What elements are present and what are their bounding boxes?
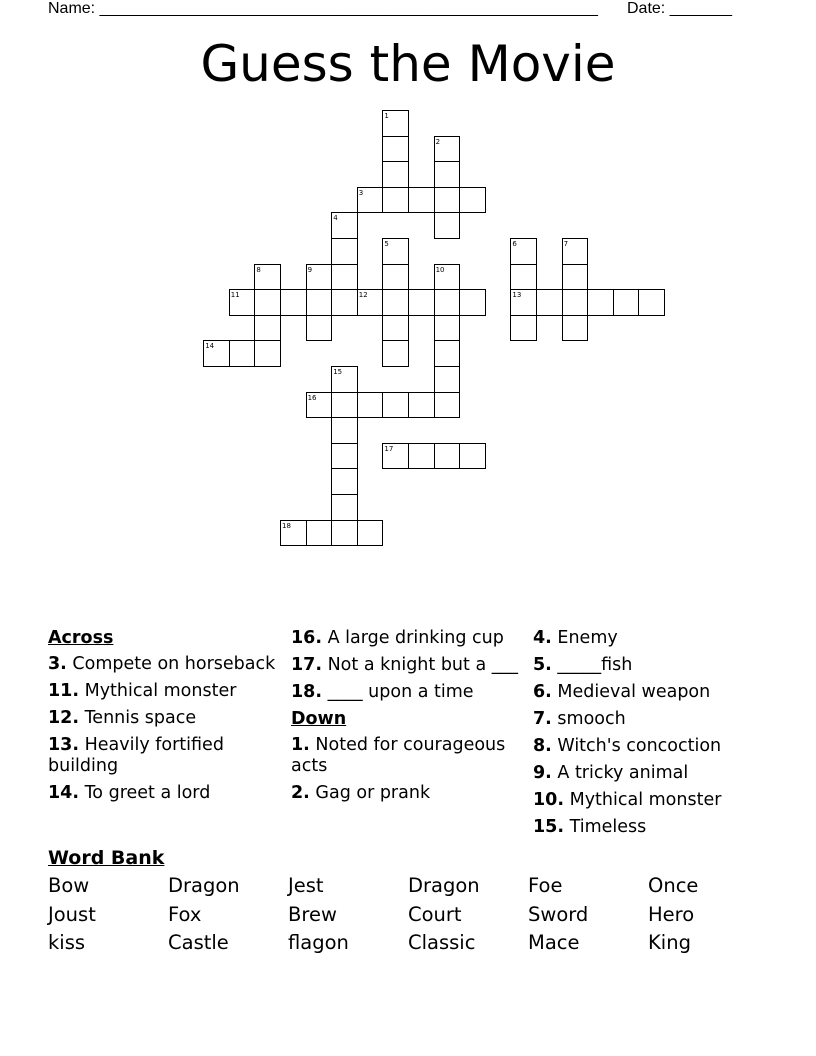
crossword-cell[interactable] bbox=[254, 315, 281, 342]
crossword-cell[interactable] bbox=[331, 366, 358, 393]
crossword-cell[interactable] bbox=[562, 315, 589, 342]
crossword-cell[interactable] bbox=[382, 136, 409, 163]
word-bank-item: Jest bbox=[288, 874, 324, 897]
crossword-cell[interactable] bbox=[331, 289, 358, 316]
crossword-cell[interactable] bbox=[331, 417, 358, 444]
crossword-cell[interactable] bbox=[331, 212, 358, 239]
crossword-cell[interactable] bbox=[306, 392, 333, 419]
clue-down-2: 2. Gag or prank bbox=[291, 783, 431, 803]
crossword-cell[interactable] bbox=[331, 520, 358, 547]
word-bank-item: kiss bbox=[48, 931, 86, 954]
crossword-cell[interactable] bbox=[331, 494, 358, 521]
cell-number: 2 bbox=[435, 137, 441, 146]
word-bank-item: Foe bbox=[528, 874, 563, 897]
clue-down-15: 15. Timeless bbox=[533, 817, 647, 837]
clue-down-7: 7. smooch bbox=[533, 709, 626, 729]
cell-number: 11 bbox=[230, 291, 240, 300]
word-bank-item: Mace bbox=[528, 931, 580, 954]
across-heading: Across bbox=[48, 628, 114, 648]
clue-across-17: 17. Not a knight but a ___ bbox=[291, 655, 518, 675]
crossword-cell[interactable] bbox=[357, 289, 384, 316]
crossword-cell[interactable] bbox=[459, 289, 486, 316]
crossword-cell[interactable] bbox=[203, 340, 230, 367]
cell-number: 15 bbox=[333, 368, 343, 376]
crossword-cell[interactable] bbox=[382, 315, 409, 342]
crossword-cell[interactable] bbox=[382, 264, 409, 291]
word-bank-item: Court bbox=[408, 902, 462, 926]
crossword-cell[interactable] bbox=[229, 340, 256, 367]
crossword-cell[interactable] bbox=[562, 289, 589, 316]
name-field[interactable]: Name: ________________________________________________________ bbox=[48, 0, 598, 17]
cell-number: 14 bbox=[205, 342, 215, 351]
crossword-cell[interactable] bbox=[434, 289, 461, 316]
crossword-cell[interactable] bbox=[408, 289, 435, 316]
clue-down-10: 10. Mythical monster bbox=[533, 790, 722, 810]
word-bank-item: Dragon bbox=[168, 874, 240, 897]
crossword-cell[interactable] bbox=[434, 443, 461, 470]
clue-down-5: 5. _____fish bbox=[533, 655, 633, 675]
crossword-cell[interactable] bbox=[382, 161, 409, 188]
clues-column-3 bbox=[533, 628, 773, 844]
crossword-cell[interactable] bbox=[562, 264, 589, 291]
clue-across-16: 16. A large drinking cup bbox=[291, 628, 504, 648]
crossword-cell[interactable] bbox=[408, 187, 435, 214]
clue-down-9: 9. A tricky animal bbox=[533, 763, 689, 783]
crossword-cell[interactable] bbox=[382, 238, 409, 265]
clue-across-3: 3. Compete on horseback bbox=[48, 654, 276, 674]
crossword-cell[interactable] bbox=[408, 443, 435, 470]
word-bank-heading: Word Bank bbox=[48, 847, 165, 869]
word-bank-item: King bbox=[648, 931, 691, 954]
cell-number: 17 bbox=[384, 444, 394, 453]
clue-across-12: 12. Tennis space bbox=[48, 708, 197, 728]
cell-number: 3 bbox=[358, 188, 364, 197]
crossword-cell[interactable] bbox=[331, 443, 358, 470]
crossword-cell[interactable] bbox=[434, 264, 461, 291]
crossword-cell[interactable] bbox=[357, 392, 384, 419]
clue-down-1: 1. Noted for courageous acts bbox=[291, 735, 506, 776]
crossword-cell[interactable] bbox=[510, 289, 537, 316]
cell-number: 5 bbox=[384, 240, 389, 248]
crossword-cell[interactable] bbox=[510, 238, 537, 265]
crossword-cell[interactable] bbox=[638, 289, 665, 316]
crossword-cell[interactable] bbox=[382, 392, 409, 419]
word-bank-item: Dragon bbox=[408, 874, 480, 897]
crossword-cell[interactable] bbox=[357, 187, 384, 214]
crossword-cell[interactable] bbox=[280, 289, 307, 316]
word-bank-item: flagon bbox=[288, 931, 349, 954]
crossword-cell[interactable] bbox=[459, 187, 486, 214]
cell-number: 16 bbox=[307, 393, 317, 402]
crossword-cell[interactable] bbox=[434, 315, 461, 342]
word-bank-item: Castle bbox=[168, 931, 229, 954]
crossword-cell[interactable] bbox=[306, 264, 333, 291]
crossword-cell[interactable] bbox=[229, 289, 256, 316]
crossword-cell[interactable] bbox=[382, 340, 409, 367]
clue-down-4: 4. Enemy bbox=[533, 628, 618, 648]
crossword-cell[interactable] bbox=[434, 366, 461, 393]
clue-across-11: 11. Mythical monster bbox=[48, 681, 237, 701]
crossword-cell[interactable] bbox=[434, 212, 461, 239]
crossword-cell[interactable] bbox=[434, 392, 461, 419]
crossword-cell[interactable] bbox=[357, 520, 384, 547]
cell-number: 13 bbox=[512, 291, 522, 300]
crossword-cell[interactable] bbox=[254, 340, 281, 367]
cell-number: 7 bbox=[563, 240, 569, 248]
crossword-cell[interactable] bbox=[331, 264, 358, 291]
crossword-cell[interactable] bbox=[587, 289, 614, 316]
clue-down-8: 8. Witch's concoction bbox=[533, 736, 722, 756]
word-bank bbox=[48, 874, 768, 960]
word-bank-item: Classic bbox=[408, 931, 476, 954]
clues-column-2 bbox=[291, 628, 521, 810]
crossword-cell[interactable] bbox=[434, 136, 461, 163]
crossword-cell[interactable] bbox=[382, 110, 409, 137]
crossword-cell[interactable] bbox=[510, 315, 537, 342]
word-bank-item: Once bbox=[648, 874, 699, 897]
crossword-cell[interactable] bbox=[510, 264, 537, 291]
cell-number: 10 bbox=[435, 265, 445, 274]
crossword-cell[interactable] bbox=[382, 289, 409, 316]
cell-number: 9 bbox=[307, 265, 313, 274]
page-title: Guess the Movie bbox=[200, 35, 616, 93]
word-bank-item: Sword bbox=[528, 902, 589, 926]
crossword-cell[interactable] bbox=[536, 289, 563, 316]
crossword-cell[interactable] bbox=[562, 238, 589, 265]
word-bank-item: Hero bbox=[648, 902, 695, 926]
crossword-cell[interactable] bbox=[434, 187, 461, 214]
clue-across-13: 13. Heavily fortified building bbox=[48, 735, 224, 776]
crossword-cell[interactable] bbox=[459, 443, 486, 470]
crossword-cell[interactable] bbox=[306, 289, 333, 316]
crossword-cell[interactable] bbox=[382, 443, 409, 470]
crossword-cell[interactable] bbox=[254, 289, 281, 316]
crossword-cell[interactable] bbox=[306, 520, 333, 547]
word-bank-item: Fox bbox=[168, 902, 202, 926]
word-bank-item: Bow bbox=[48, 874, 90, 897]
crossword-cell[interactable] bbox=[382, 187, 409, 214]
cell-number: 12 bbox=[358, 291, 368, 300]
clue-down-6: 6. Medieval weapon bbox=[533, 682, 711, 702]
crossword-cell[interactable] bbox=[254, 264, 281, 291]
crossword-cell[interactable] bbox=[408, 392, 435, 419]
crossword-cell[interactable] bbox=[613, 289, 640, 316]
clue-across-18: 18. ____ upon a time bbox=[291, 682, 474, 702]
cell-number: 18 bbox=[282, 521, 291, 530]
crossword-cell[interactable] bbox=[306, 315, 333, 342]
cell-number: 6 bbox=[512, 240, 517, 248]
crossword-cell[interactable] bbox=[331, 392, 358, 419]
crossword-cell[interactable] bbox=[331, 468, 358, 495]
clue-across-14: 14. To greet a lord bbox=[48, 783, 211, 803]
word-bank-item: Brew bbox=[288, 902, 337, 926]
date-field[interactable]: Date: _______ bbox=[627, 0, 732, 17]
crossword-cell[interactable] bbox=[331, 238, 358, 265]
clues-column-1 bbox=[48, 628, 278, 810]
cell-number: 1 bbox=[384, 112, 389, 120]
down-heading: Down bbox=[291, 709, 347, 729]
cell-number: 4 bbox=[333, 214, 338, 223]
cell-number: 8 bbox=[256, 265, 261, 274]
crossword-cell[interactable] bbox=[434, 161, 461, 188]
crossword-cell[interactable] bbox=[280, 520, 307, 547]
word-bank-item: Joust bbox=[48, 902, 96, 926]
crossword-cell[interactable] bbox=[434, 340, 461, 367]
